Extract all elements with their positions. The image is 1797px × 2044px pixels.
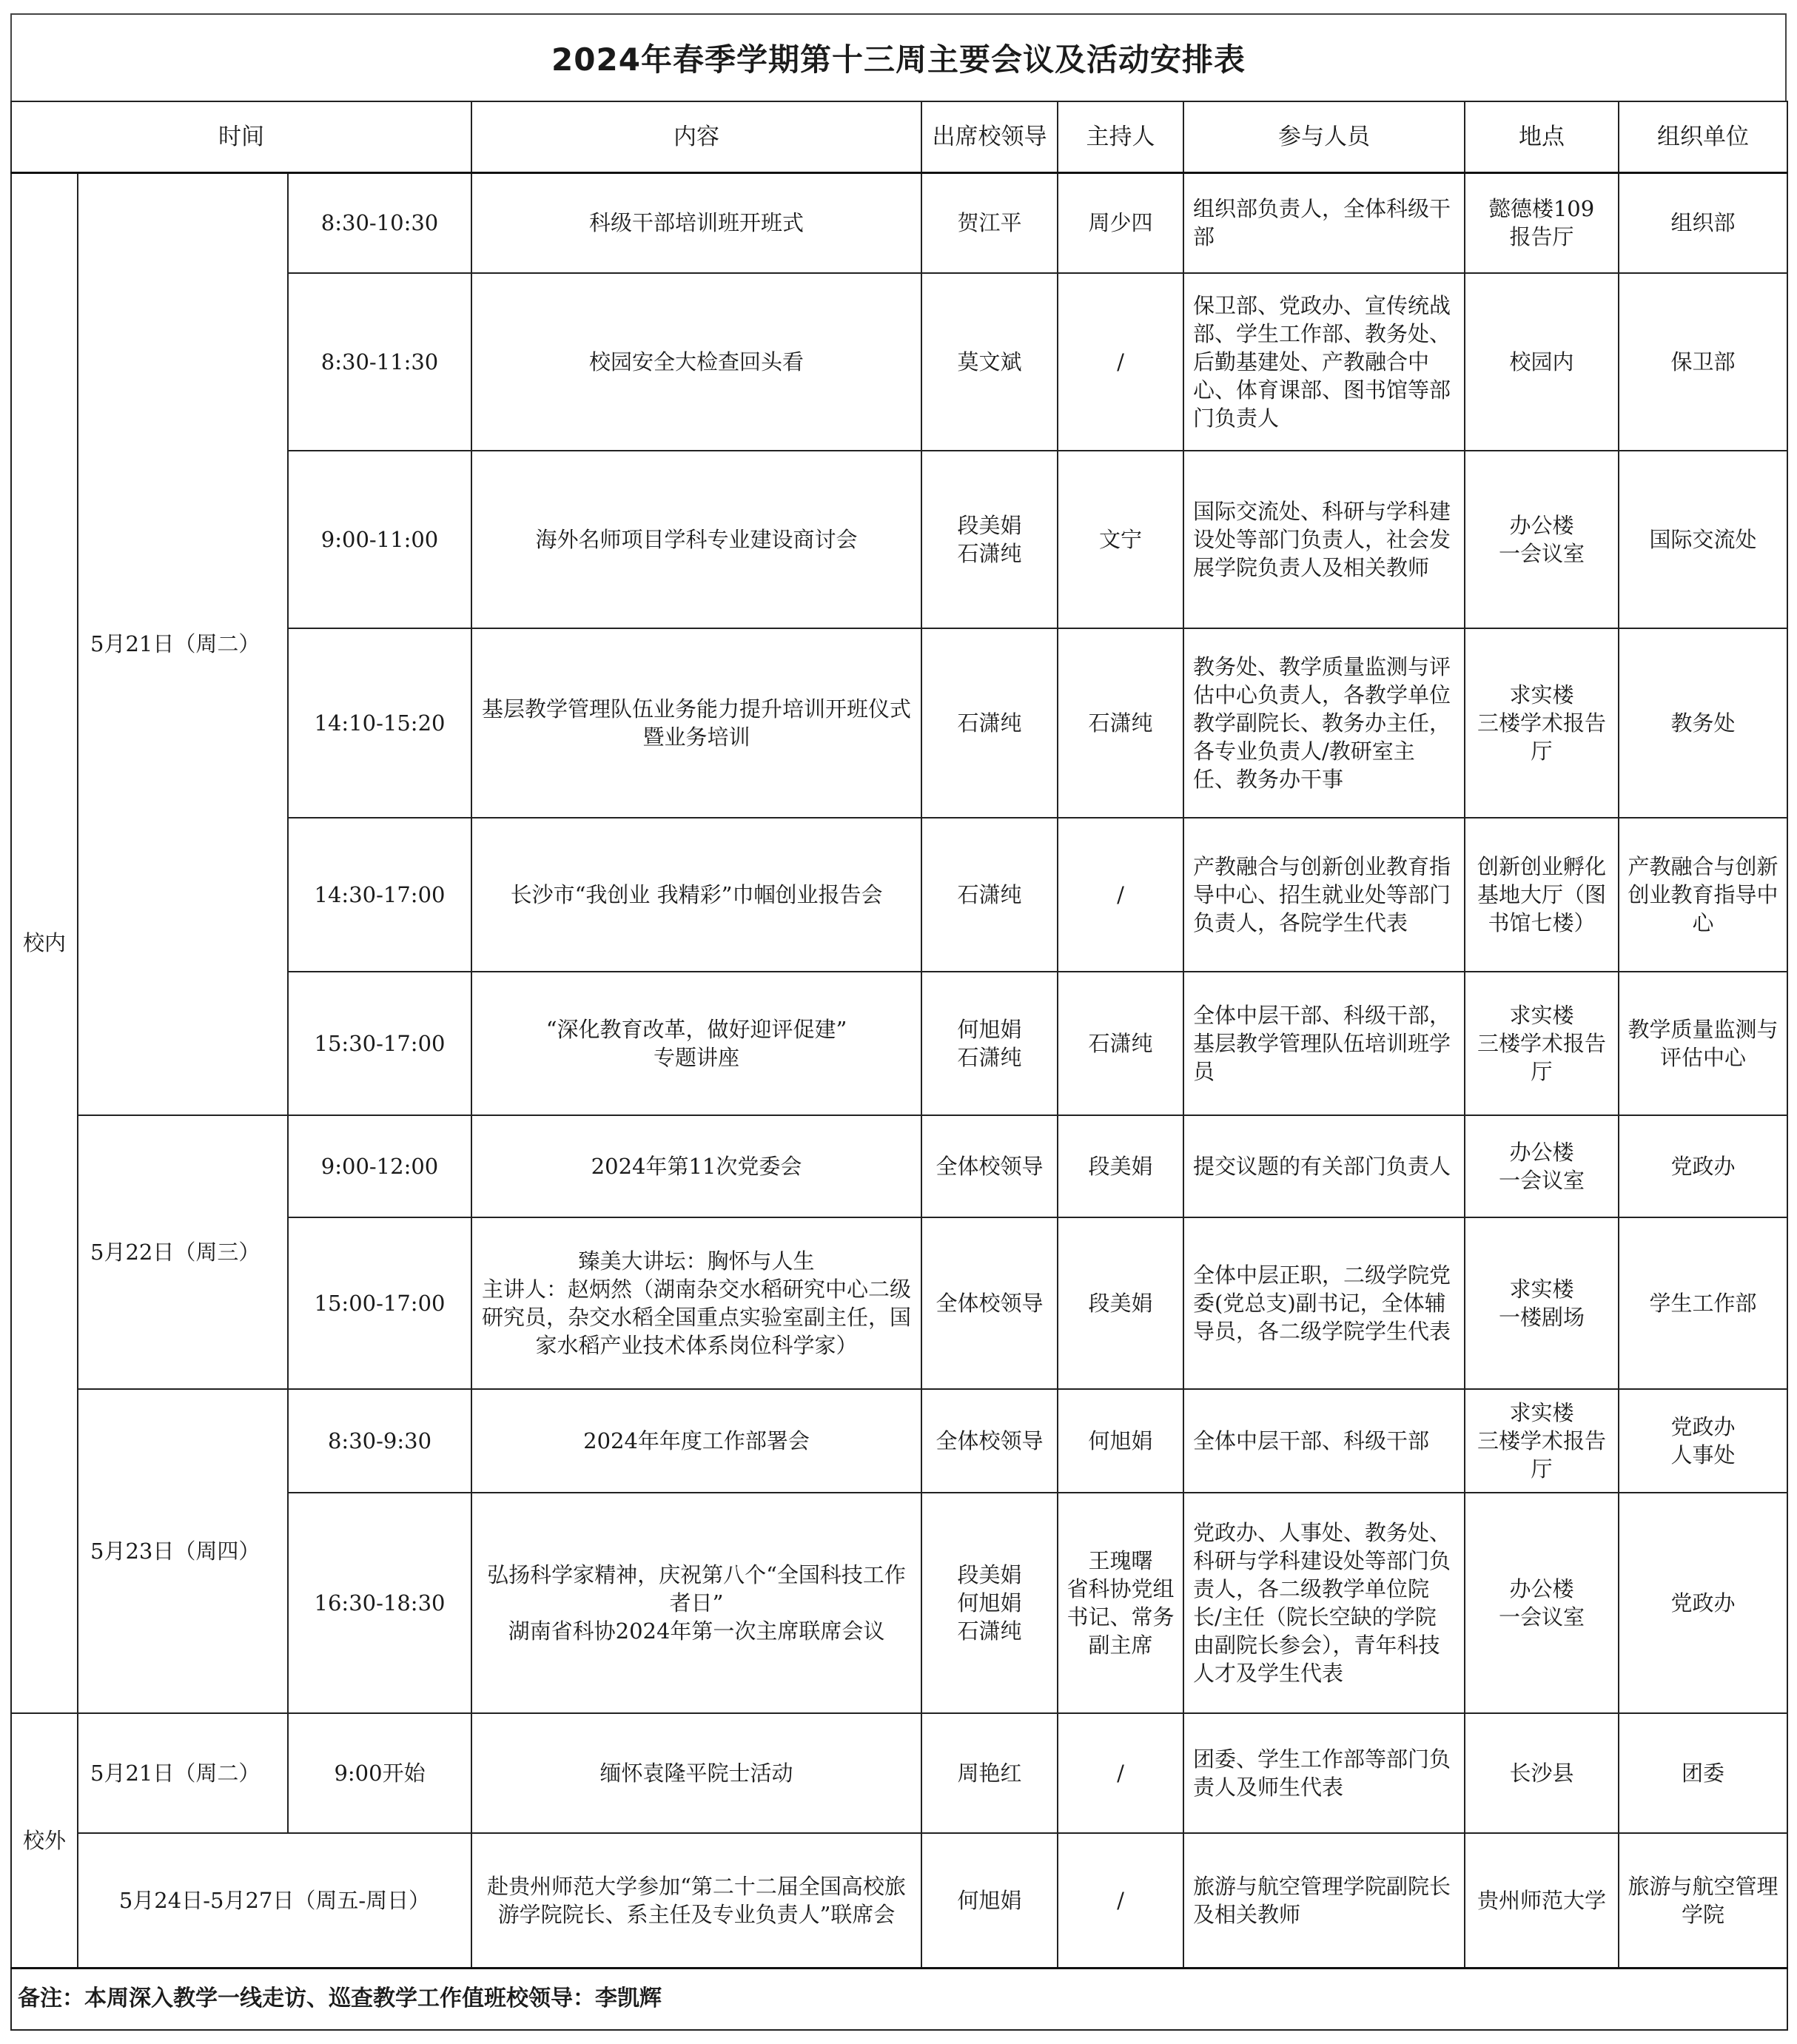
day-cell: 5月21日（周二） bbox=[78, 172, 288, 1115]
page-title: 2024年春季学期第十三周主要会议及活动安排表 bbox=[10, 13, 1787, 101]
organizer-cell: 国际交流处 bbox=[1619, 451, 1787, 628]
content-cell: 缅怀袁隆平院士活动 bbox=[471, 1713, 921, 1833]
header-location: 地点 bbox=[1465, 101, 1619, 172]
host-cell: / bbox=[1058, 1713, 1183, 1833]
content-cell: 校园安全大检查回头看 bbox=[471, 273, 921, 451]
location-cell: 办公楼 一会议室 bbox=[1465, 1115, 1619, 1217]
time-cell: 9:00-11:00 bbox=[288, 451, 471, 628]
participants-cell: 党政办、人事处、教务处、科研与学科建设处等部门负责人，各二级教学单位院长/主任（院长空缺的学院由副院长参会），青年科技人才及学生代表 bbox=[1183, 1493, 1465, 1713]
table-row bbox=[11, 1389, 1787, 1493]
time-cell: 9:00开始 bbox=[288, 1713, 471, 1833]
host-cell: / bbox=[1058, 1833, 1183, 1968]
participants-cell: 保卫部、党政办、宣传统战部、学生工作部、教务处、后勤基建处、产教融合中心、体育课部、图书馆等部门负责人 bbox=[1183, 273, 1465, 451]
participants-cell: 组织部负责人，全体科级干部 bbox=[1183, 172, 1465, 273]
leader-cell: 何旭娟 bbox=[921, 1833, 1058, 1968]
host-cell: 石潇纯 bbox=[1058, 972, 1183, 1115]
host-cell: 周少四 bbox=[1058, 172, 1183, 273]
table-row bbox=[11, 1115, 1787, 1217]
host-cell: 段美娟 bbox=[1058, 1115, 1183, 1217]
table-row bbox=[11, 1713, 1787, 1833]
note-text: 备注：本周深入教学一线走访、巡查教学工作值班校领导：李凯辉 bbox=[11, 1968, 1787, 2030]
participants-cell: 国际交流处、科研与学科建设处等部门负责人，社会发展学院负责人及相关教师 bbox=[1183, 451, 1465, 628]
participants-cell: 团委、学生工作部等部门负责人及师生代表 bbox=[1183, 1713, 1465, 1833]
time-cell: 15:00-17:00 bbox=[288, 1217, 471, 1389]
leader-cell: 段美娟 石潇纯 bbox=[921, 451, 1058, 628]
time-cell: 14:10-15:20 bbox=[288, 628, 471, 818]
location-cell: 求实楼 三楼学术报告厅 bbox=[1465, 628, 1619, 818]
participants-cell: 教务处、教学质量监测与评估中心负责人，各教学单位教学副院长、教务办主任，各专业负责人/教研室主任、教务办干事 bbox=[1183, 628, 1465, 818]
organizer-cell: 教学质量监测与评估中心 bbox=[1619, 972, 1787, 1115]
content-cell: 科级干部培训班开班式 bbox=[471, 172, 921, 273]
location-cell: 贵州师范大学 bbox=[1465, 1833, 1619, 1968]
organizer-cell: 党政办 人事处 bbox=[1619, 1389, 1787, 1493]
schedule-table bbox=[10, 101, 1788, 2031]
organizer-cell: 旅游与航空管理学院 bbox=[1619, 1833, 1787, 1968]
content-cell: “深化教育改革，做好迎评促建” 专题讲座 bbox=[471, 972, 921, 1115]
leader-cell: 莫文斌 bbox=[921, 273, 1058, 451]
organizer-cell: 党政办 bbox=[1619, 1115, 1787, 1217]
header-row bbox=[11, 101, 1787, 172]
location-cell: 求实楼 三楼学术报告厅 bbox=[1465, 972, 1619, 1115]
header-time: 时间 bbox=[11, 101, 471, 172]
host-cell: 石潇纯 bbox=[1058, 628, 1183, 818]
content-cell: 臻美大讲坛：胸怀与人生 主讲人：赵炳然（湖南杂交水稻研究中心二级研究员，杂交水稻全国重点实验室副主任，国家水稻产业技术体系岗位科学家） bbox=[471, 1217, 921, 1389]
organizer-cell: 组织部 bbox=[1619, 172, 1787, 273]
leader-cell: 段美娟 何旭娟 石潇纯 bbox=[921, 1493, 1058, 1713]
leader-cell: 周艳红 bbox=[921, 1713, 1058, 1833]
note-row bbox=[11, 1968, 1787, 2030]
location-cell: 校园内 bbox=[1465, 273, 1619, 451]
location-cell: 懿德楼109 报告厅 bbox=[1465, 172, 1619, 273]
content-cell: 弘扬科学家精神，庆祝第八个“全国科技工作者日” 湖南省科协2024年第一次主席联席会议 bbox=[471, 1493, 921, 1713]
table-row bbox=[11, 172, 1787, 273]
header-organizer: 组织单位 bbox=[1619, 101, 1787, 172]
host-cell: 王瑰曙 省科协党组书记、常务副主席 bbox=[1058, 1493, 1183, 1713]
content-cell: 海外名师项目学科专业建设商讨会 bbox=[471, 451, 921, 628]
section-inside: 校内 bbox=[11, 172, 78, 1713]
host-cell: 何旭娟 bbox=[1058, 1389, 1183, 1493]
leader-cell: 贺江平 bbox=[921, 172, 1058, 273]
content-cell: 基层教学管理队伍业务能力提升培训开班仪式暨业务培训 bbox=[471, 628, 921, 818]
leader-cell: 石潇纯 bbox=[921, 628, 1058, 818]
host-cell: 文宁 bbox=[1058, 451, 1183, 628]
time-cell: 8:30-10:30 bbox=[288, 172, 471, 273]
time-cell: 16:30-18:30 bbox=[288, 1493, 471, 1713]
organizer-cell: 学生工作部 bbox=[1619, 1217, 1787, 1389]
leader-cell: 全体校领导 bbox=[921, 1389, 1058, 1493]
time-cell: 9:00-12:00 bbox=[288, 1115, 471, 1217]
location-cell: 办公楼 一会议室 bbox=[1465, 451, 1619, 628]
day-cell: 5月22日（周三） bbox=[78, 1115, 288, 1389]
organizer-cell: 团委 bbox=[1619, 1713, 1787, 1833]
header-leader: 出席校领导 bbox=[921, 101, 1058, 172]
time-cell: 8:30-11:30 bbox=[288, 273, 471, 451]
participants-cell: 全体中层干部、科级干部，基层教学管理队伍培训班学员 bbox=[1183, 972, 1465, 1115]
location-cell: 求实楼 三楼学术报告厅 bbox=[1465, 1389, 1619, 1493]
section-outside: 校外 bbox=[11, 1713, 78, 1968]
host-cell: / bbox=[1058, 273, 1183, 451]
location-cell: 求实楼 一楼剧场 bbox=[1465, 1217, 1619, 1389]
time-cell: 15:30-17:00 bbox=[288, 972, 471, 1115]
header-host: 主持人 bbox=[1058, 101, 1183, 172]
organizer-cell: 保卫部 bbox=[1619, 273, 1787, 451]
schedule-sheet bbox=[10, 13, 1787, 2032]
leader-cell: 石潇纯 bbox=[921, 818, 1058, 972]
time-cell: 14:30-17:00 bbox=[288, 818, 471, 972]
host-cell: / bbox=[1058, 818, 1183, 972]
header-participants: 参与人员 bbox=[1183, 101, 1465, 172]
participants-cell: 产教融合与创新创业教育指导中心、招生就业处等部门负责人，各院学生代表 bbox=[1183, 818, 1465, 972]
content-cell: 2024年第11次党委会 bbox=[471, 1115, 921, 1217]
host-cell: 段美娟 bbox=[1058, 1217, 1183, 1389]
leader-cell: 全体校领导 bbox=[921, 1217, 1058, 1389]
leader-cell: 全体校领导 bbox=[921, 1115, 1058, 1217]
day-cell: 5月24日-5月27日（周五-周日） bbox=[78, 1833, 471, 1968]
organizer-cell: 产教融合与创新创业教育指导中心 bbox=[1619, 818, 1787, 972]
day-cell: 5月21日（周二） bbox=[78, 1713, 288, 1833]
participants-cell: 旅游与航空管理学院副院长及相关教师 bbox=[1183, 1833, 1465, 1968]
content-cell: 赴贵州师范大学参加“第二十二届全国高校旅游学院院长、系主任及专业负责人”联席会 bbox=[471, 1833, 921, 1968]
location-cell: 创新创业孵化基地大厅（图书馆七楼） bbox=[1465, 818, 1619, 972]
content-cell: 长沙市“我创业 我精彩”巾帼创业报告会 bbox=[471, 818, 921, 972]
location-cell: 长沙县 bbox=[1465, 1713, 1619, 1833]
participants-cell: 全体中层正职，二级学院党委(党总支)副书记，全体辅导员，各二级学院学生代表 bbox=[1183, 1217, 1465, 1389]
participants-cell: 提交议题的有关部门负责人 bbox=[1183, 1115, 1465, 1217]
day-cell: 5月23日（周四） bbox=[78, 1389, 288, 1713]
organizer-cell: 教务处 bbox=[1619, 628, 1787, 818]
leader-cell: 何旭娟 石潇纯 bbox=[921, 972, 1058, 1115]
header-content: 内容 bbox=[471, 101, 921, 172]
organizer-cell: 党政办 bbox=[1619, 1493, 1787, 1713]
content-cell: 2024年年度工作部署会 bbox=[471, 1389, 921, 1493]
table-row bbox=[11, 1833, 1787, 1968]
time-cell: 8:30-9:30 bbox=[288, 1389, 471, 1493]
location-cell: 办公楼 一会议室 bbox=[1465, 1493, 1619, 1713]
participants-cell: 全体中层干部、科级干部 bbox=[1183, 1389, 1465, 1493]
